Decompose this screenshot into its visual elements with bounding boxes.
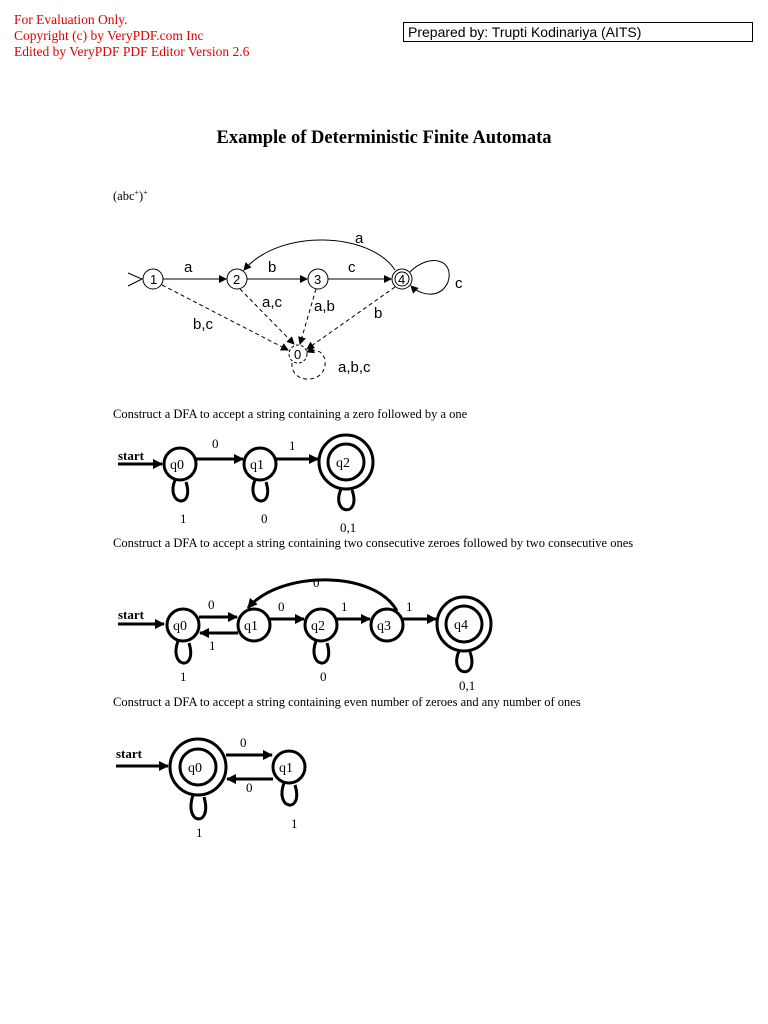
dfa3-label-l0: 1 bbox=[196, 825, 203, 840]
diagram-00-11-dfa bbox=[118, 575, 491, 693]
dfa2-label-l2: 0 bbox=[320, 669, 327, 684]
dfa1-loop-q1 bbox=[253, 480, 268, 501]
label-bc-1-0: b,c bbox=[193, 316, 214, 333]
state-3-label: 3 bbox=[314, 272, 322, 287]
section3-description: Construct a DFA to accept a string containing even number of zeroes and any number of ones bbox=[113, 695, 581, 709]
state-1-label: 1 bbox=[150, 272, 158, 287]
dfa1-q0-label: q0 bbox=[170, 458, 184, 473]
dfa2-q2-label: q2 bbox=[311, 619, 325, 634]
state-0-label: 0 bbox=[294, 347, 302, 362]
dfa3-label-l1: 1 bbox=[291, 816, 298, 831]
dfa1-loop-q0 bbox=[173, 480, 188, 501]
start-label-3: start bbox=[116, 746, 142, 761]
dfa3-q0-label: q0 bbox=[188, 761, 202, 776]
dfa3-label-t01: 0 bbox=[240, 735, 247, 750]
regex-close: ) bbox=[139, 189, 144, 204]
watermark-line-2: Copyright (c) by VeryPDF.com Inc bbox=[14, 28, 204, 43]
dfa2-q3-label: q3 bbox=[377, 619, 391, 634]
label-b-4-0: b bbox=[374, 305, 383, 322]
watermark-line-1: For Evaluation Only. bbox=[14, 12, 128, 27]
dfa2-loop-q4 bbox=[457, 651, 472, 672]
start-label-2: start bbox=[118, 607, 144, 622]
section2-description: Construct a DFA to accept a string containing two consecutive zeroes followed by two consecutive ones bbox=[113, 536, 634, 550]
label-abc-loop-0: a,b,c bbox=[338, 359, 371, 376]
dfa2-q1-label: q1 bbox=[244, 619, 258, 634]
dfa3-loop-q1 bbox=[282, 783, 297, 805]
dfa2-label-t10: 1 bbox=[209, 638, 216, 653]
label-a-1-2: a bbox=[184, 259, 193, 276]
state-2-label: 2 bbox=[233, 272, 241, 287]
dfa2-loop-q0 bbox=[176, 641, 191, 663]
dfa2-label-t12: 0 bbox=[278, 599, 285, 614]
dfa1-label-t01: 0 bbox=[212, 436, 219, 451]
dfa3-loop-q0 bbox=[191, 795, 206, 819]
page-title: Example of Deterministic Finite Automata bbox=[216, 128, 552, 148]
dfa1-label-t12: 1 bbox=[289, 438, 296, 453]
label-ab-3-0: a,b bbox=[314, 298, 335, 315]
dfa1-loop-q2 bbox=[339, 489, 354, 510]
dfa2-q0-label: q0 bbox=[173, 619, 187, 634]
dfa2-label-t31: 0 bbox=[313, 575, 320, 590]
label-c-3-4: c bbox=[348, 259, 356, 276]
section1-description: Construct a DFA to accept a string containing a zero followed by a one bbox=[113, 407, 468, 421]
dfa2-label-t34: 1 bbox=[406, 599, 413, 614]
edge-4-2 bbox=[244, 240, 395, 270]
dfa3-q1-label: q1 bbox=[279, 761, 293, 776]
regex-base: (abc bbox=[113, 189, 135, 204]
dfa2-edge-q3-q1 bbox=[248, 580, 397, 611]
label-ac-2-0: a,c bbox=[262, 294, 283, 311]
dfa2-q4-label: q4 bbox=[454, 618, 468, 633]
dfa2-loop-q2 bbox=[314, 641, 329, 663]
dfa2-label-t23: 1 bbox=[341, 599, 348, 614]
dfa1-q1-label: q1 bbox=[250, 458, 264, 473]
dfa3-label-t10: 0 bbox=[246, 780, 253, 795]
dfa2-label-l0: 1 bbox=[180, 669, 187, 684]
label-a-4-2: a bbox=[355, 230, 364, 247]
diagram-abc-automaton bbox=[128, 230, 463, 379]
watermark-line-3: Edited by VeryPDF PDF Editor Version 2.6 bbox=[14, 44, 250, 59]
regex-sup-1: + bbox=[134, 188, 140, 197]
regex-sup-2: + bbox=[143, 188, 148, 197]
loop-4 bbox=[410, 261, 449, 295]
diagram-even-zero-dfa bbox=[116, 735, 305, 840]
label-b-2-3: b bbox=[268, 259, 277, 276]
state-4-label: 4 bbox=[398, 272, 406, 287]
prepared-by-box: Prepared by: Trupti Kodinariya (AITS) bbox=[403, 22, 753, 42]
start-label-1: start bbox=[118, 448, 144, 463]
dfa1-label-l0: 1 bbox=[180, 511, 187, 526]
label-c-loop-4: c bbox=[455, 275, 463, 292]
dfa2-label-l4: 0,1 bbox=[459, 678, 476, 693]
dfa1-q2-label: q2 bbox=[336, 456, 350, 471]
diagram-zero-one-dfa bbox=[118, 435, 373, 535]
dfa1-label-l1: 0 bbox=[261, 511, 268, 526]
dfa2-label-t01: 0 bbox=[208, 597, 215, 612]
dfa1-label-l2: 0,1 bbox=[340, 520, 357, 535]
